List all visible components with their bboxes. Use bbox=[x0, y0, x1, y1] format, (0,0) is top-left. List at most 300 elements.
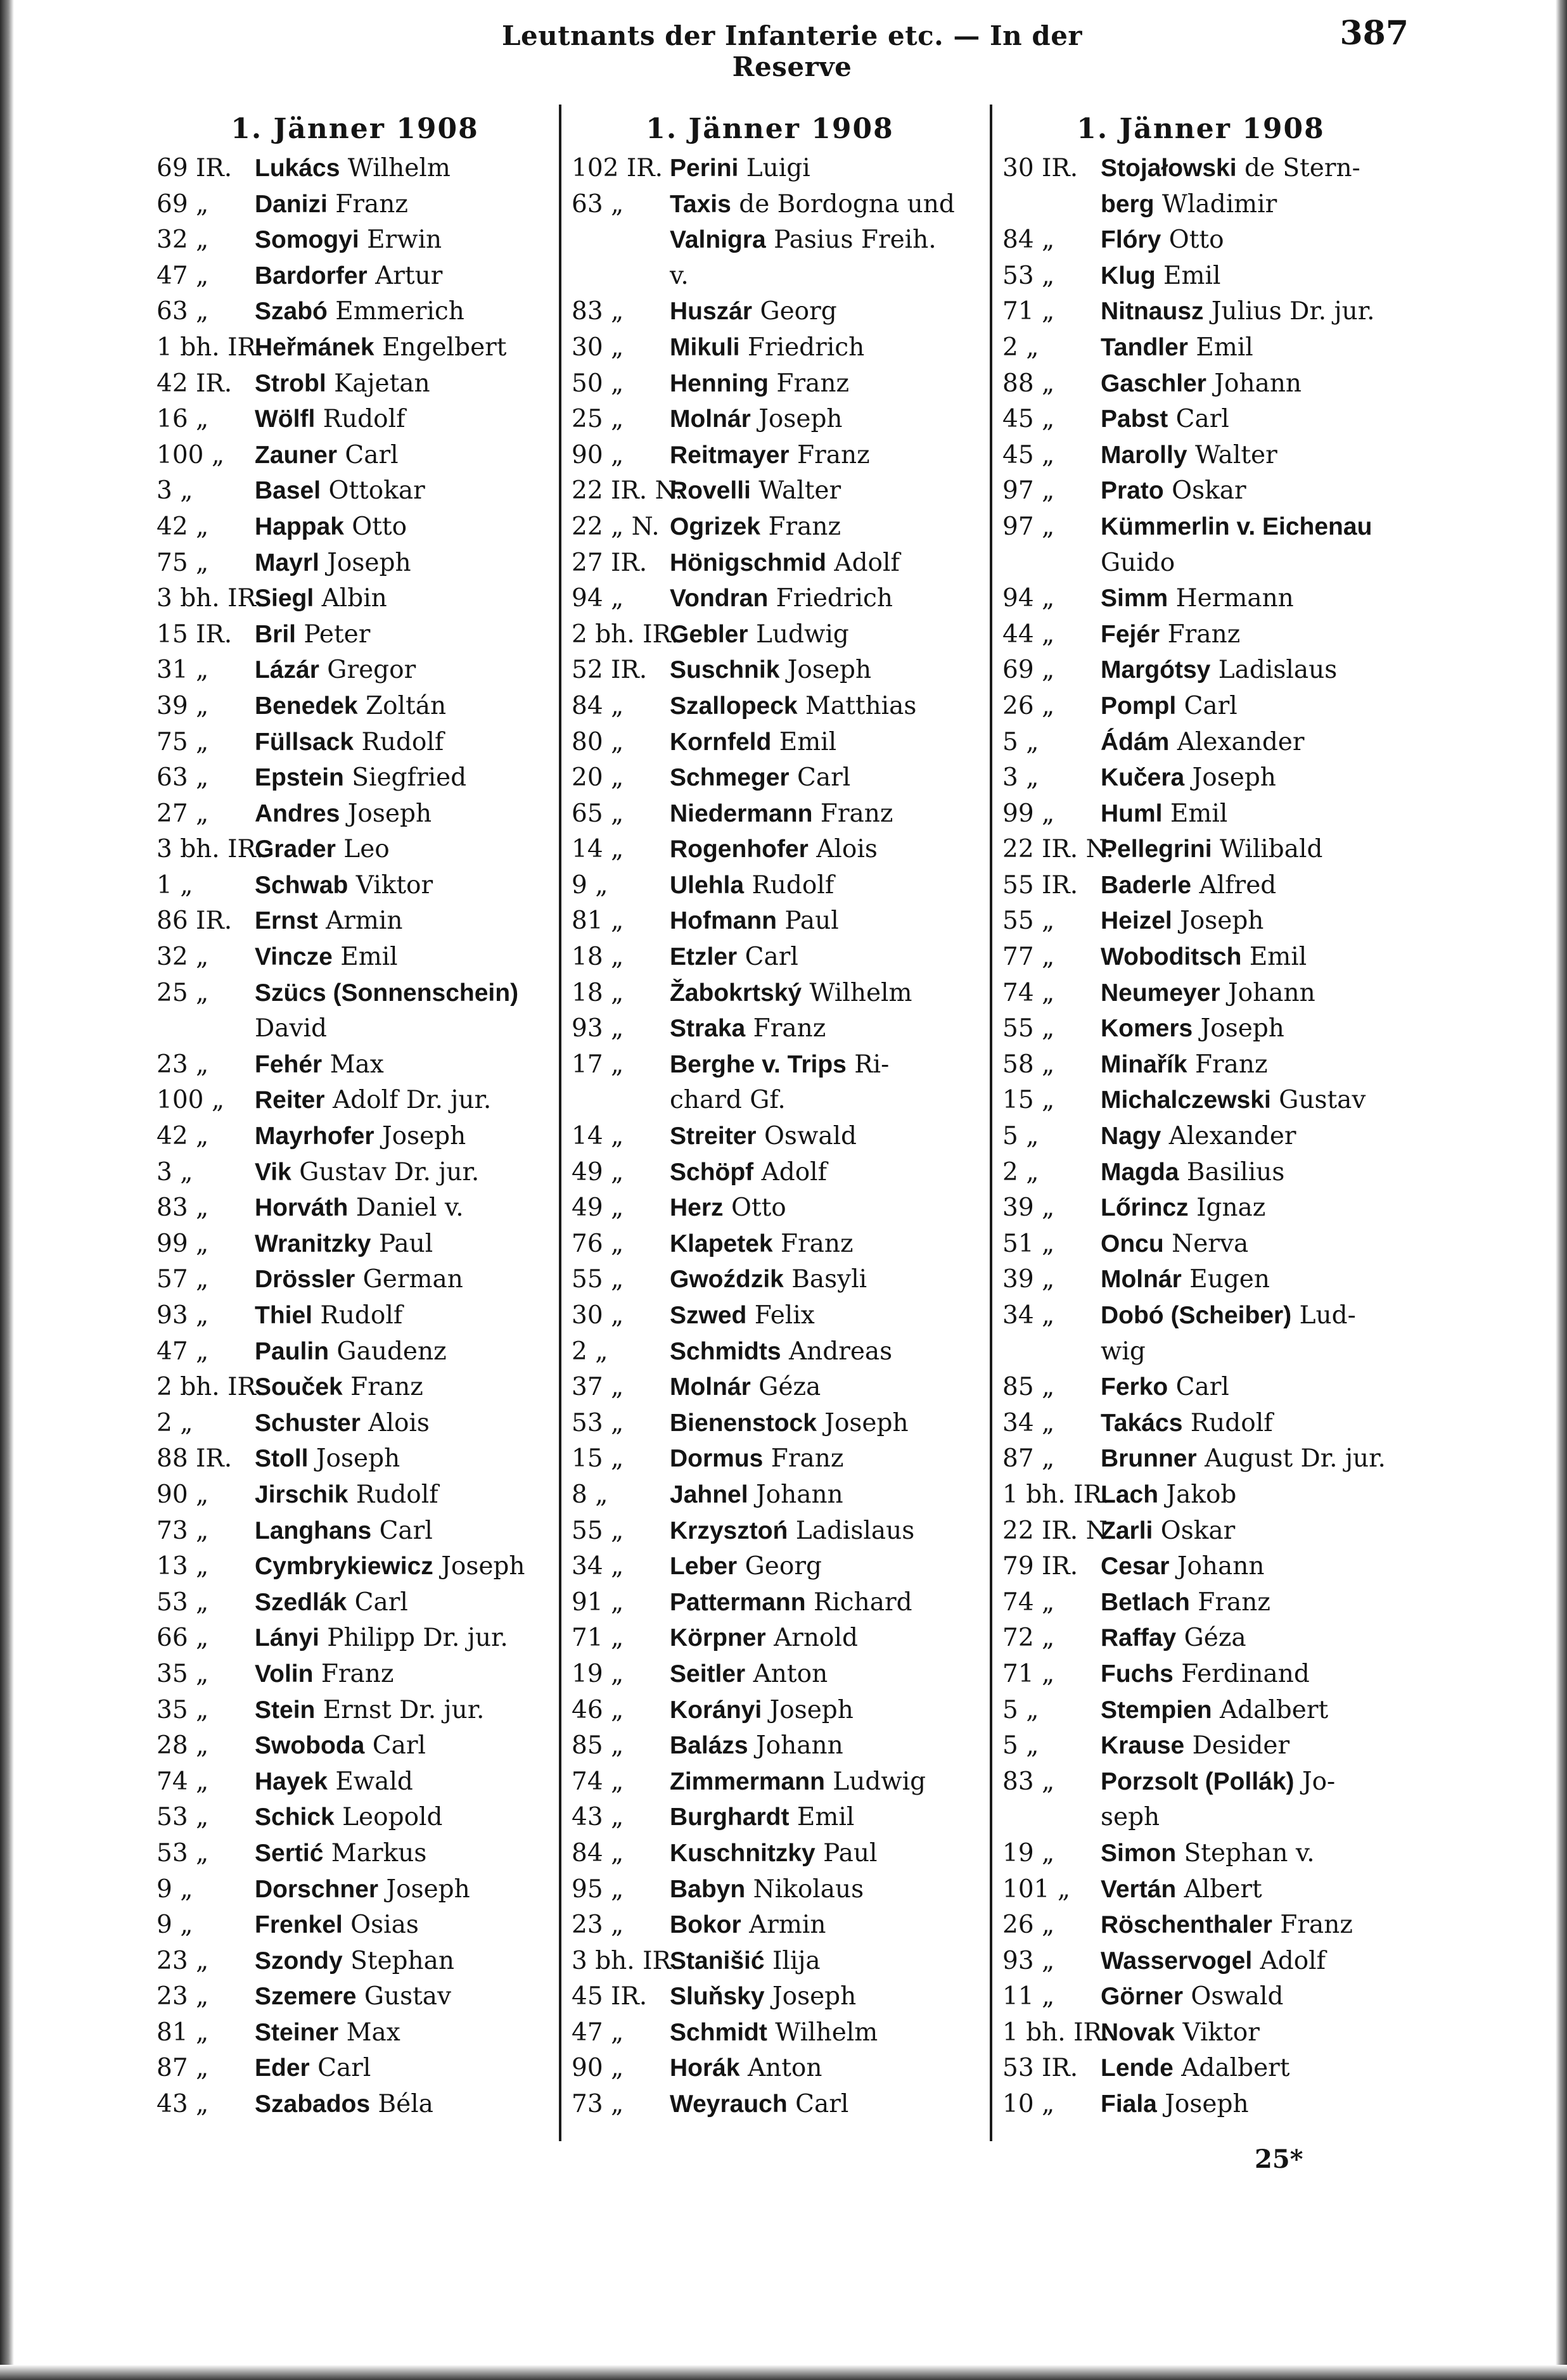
officer-name bbox=[248, 294, 554, 330]
list-item bbox=[155, 1620, 554, 1657]
regiment-label: 86 IR. bbox=[157, 907, 233, 936]
surname: Heřmánek bbox=[255, 333, 374, 361]
given-name: de Stern- bbox=[1236, 154, 1360, 182]
given-name: Basyli bbox=[783, 1265, 867, 1294]
regiment-label: 5 „ bbox=[1002, 1122, 1039, 1151]
given-name: Leo bbox=[335, 835, 390, 864]
list-item bbox=[1001, 1334, 1400, 1370]
list-item bbox=[155, 1155, 554, 1191]
given-name: Joseph bbox=[433, 1552, 525, 1581]
surname: Seitler bbox=[670, 1660, 746, 1688]
surname: Herz bbox=[670, 1194, 724, 1222]
officer-name bbox=[663, 151, 969, 187]
given-name: Friedrich bbox=[768, 584, 893, 613]
given-name: Wilibald bbox=[1212, 835, 1323, 864]
surname: Hönigschmid bbox=[670, 549, 827, 576]
surname: Szemere bbox=[255, 1983, 357, 2011]
regiment-label: 19 „ bbox=[572, 1659, 624, 1688]
regiment-label: 9 „ bbox=[572, 870, 608, 900]
regiment-label: 22 IR. N. bbox=[1002, 835, 1114, 864]
officer-name bbox=[248, 1549, 554, 1585]
regiment-label: 5 „ bbox=[1002, 727, 1039, 756]
regiment-label: 93 „ bbox=[157, 1301, 209, 1330]
officer-name bbox=[248, 1477, 554, 1513]
surname: Molnár bbox=[1101, 1266, 1182, 1294]
officer-name bbox=[1094, 1262, 1400, 1298]
list-item bbox=[570, 2015, 969, 2051]
list-item bbox=[155, 1298, 554, 1334]
list-item bbox=[570, 1047, 969, 1083]
given-name: Joseph bbox=[1184, 763, 1276, 792]
given-name: Joseph bbox=[1156, 2090, 1249, 2119]
list-item bbox=[1001, 832, 1400, 868]
officer-name bbox=[248, 1872, 554, 1908]
regiment-label: 99 „ bbox=[1002, 799, 1055, 828]
regiment-label: 23 „ bbox=[157, 1982, 209, 2011]
list-item bbox=[155, 1872, 554, 1908]
officer-name bbox=[1094, 1298, 1400, 1334]
given-name: Carl bbox=[309, 2054, 371, 2083]
surname: Krause bbox=[1101, 1732, 1185, 1760]
regiment-label bbox=[1001, 1800, 1094, 1836]
list-item bbox=[570, 1513, 969, 1550]
officer-name bbox=[663, 976, 969, 1012]
officer-name bbox=[1094, 1441, 1400, 1477]
surname: Danizi bbox=[255, 190, 328, 218]
list-item bbox=[1001, 1764, 1400, 1800]
regiment-label: 76 „ bbox=[572, 1229, 624, 1258]
column-1 bbox=[155, 108, 554, 2123]
surname: Ogrizek bbox=[670, 512, 761, 540]
regiment-label: 73 „ bbox=[157, 1516, 209, 1545]
regiment-label: 22 „ N. bbox=[572, 512, 660, 541]
officer-name bbox=[1094, 1047, 1400, 1083]
regiment-label: 50 „ bbox=[572, 369, 624, 398]
given-name: Joseph bbox=[750, 405, 843, 434]
surname: Epstein bbox=[255, 764, 344, 792]
officer-name bbox=[663, 258, 969, 295]
officer-name bbox=[1094, 1190, 1400, 1226]
officer-name bbox=[248, 832, 554, 868]
officer-name bbox=[663, 1047, 969, 1083]
list-item bbox=[570, 330, 969, 366]
given-name: Carl bbox=[1168, 405, 1229, 434]
surname: Rogenhofer bbox=[670, 836, 809, 863]
surname: Lőrincz bbox=[1101, 1194, 1189, 1222]
surname: Berghe v. Trips bbox=[670, 1050, 847, 1078]
regiment-label: 23 „ bbox=[157, 1050, 209, 1079]
list-item bbox=[570, 509, 969, 545]
list-item bbox=[155, 438, 554, 474]
officer-name bbox=[663, 1513, 969, 1550]
regiment-label: 74 „ bbox=[1002, 1588, 1055, 1617]
officer-name bbox=[248, 1979, 554, 2015]
given-name: Carl bbox=[1176, 691, 1238, 720]
regiment-label: 2 „ bbox=[1002, 333, 1039, 362]
list-item bbox=[155, 151, 554, 187]
list-item bbox=[570, 1262, 969, 1298]
officer-name bbox=[1094, 509, 1400, 545]
regiment-label: 79 IR. bbox=[1002, 1552, 1078, 1581]
surname: Szwed bbox=[670, 1302, 747, 1329]
surname: Žabokrtský bbox=[670, 979, 802, 1007]
list-item bbox=[570, 1011, 969, 1047]
surname: Korányi bbox=[670, 1696, 762, 1724]
list-item bbox=[1001, 509, 1400, 545]
list-item bbox=[570, 652, 969, 689]
list-item bbox=[570, 1728, 969, 1764]
regiment-label: 2 „ bbox=[1002, 1157, 1039, 1187]
given-name: Gustav Dr. jur. bbox=[291, 1157, 480, 1187]
given-name: de Bordogna und bbox=[731, 189, 955, 219]
regiment-label: 26 „ bbox=[1002, 1911, 1055, 1940]
list-item bbox=[570, 187, 969, 223]
surname: Pellegrini bbox=[1101, 836, 1212, 863]
surname: Takács bbox=[1101, 1409, 1183, 1437]
surname: Lende bbox=[1101, 2054, 1174, 2082]
officer-name bbox=[1094, 1155, 1400, 1191]
regiment-label: 53 „ bbox=[157, 1803, 209, 1832]
given-name: Otto bbox=[1161, 226, 1224, 255]
surname: Stein bbox=[255, 1696, 316, 1724]
column-heading: 1. Jänner 1908 bbox=[231, 113, 479, 145]
officer-name bbox=[1094, 1657, 1400, 1693]
given-name: Ignaz bbox=[1188, 1193, 1266, 1223]
regiment-label: 8 „ bbox=[572, 1480, 608, 1509]
list-item bbox=[570, 1620, 969, 1657]
list-item bbox=[570, 1872, 969, 1908]
regiment-label: 3 „ bbox=[157, 476, 193, 506]
surname: Reiter bbox=[255, 1086, 325, 1114]
list-item bbox=[155, 1728, 554, 1764]
given-name: Friedrich bbox=[739, 333, 865, 362]
regiment-label: 74 „ bbox=[572, 1767, 624, 1796]
regiment-label: 42 „ bbox=[157, 1122, 209, 1151]
regiment-label: 31 „ bbox=[157, 656, 209, 685]
surname: Souček bbox=[255, 1373, 343, 1401]
surname: Szabó bbox=[255, 298, 328, 326]
given-name: Emil bbox=[789, 1803, 855, 1832]
list-item bbox=[1001, 1872, 1400, 1908]
officer-name bbox=[248, 1119, 554, 1155]
regiment-label: 91 „ bbox=[572, 1588, 624, 1617]
surname: Gwoździk bbox=[670, 1266, 784, 1294]
given-name: Franz bbox=[1187, 1050, 1268, 1079]
officer-name bbox=[1094, 2051, 1400, 2087]
officer-name bbox=[248, 1944, 554, 1980]
surname: Margótsy bbox=[1101, 656, 1211, 684]
given-name: Ernst Dr. jur. bbox=[315, 1695, 485, 1724]
regiment-label: 1 bh. IR. bbox=[1002, 1480, 1110, 1509]
list-item bbox=[155, 1549, 554, 1585]
given-name: Johann bbox=[1220, 978, 1315, 1007]
list-item bbox=[155, 402, 554, 438]
list-item bbox=[570, 1083, 969, 1119]
list-item bbox=[155, 976, 554, 1012]
given-name: Max bbox=[338, 2018, 400, 2047]
list-item bbox=[1001, 1979, 1400, 2015]
surname: Zauner bbox=[255, 441, 338, 469]
officer-name bbox=[248, 581, 554, 617]
officer-name bbox=[663, 581, 969, 617]
surname: Molnár bbox=[670, 405, 751, 433]
officer-name bbox=[1094, 1119, 1400, 1155]
regiment-label: 90 „ bbox=[572, 2054, 624, 2083]
regiment-label: 77 „ bbox=[1002, 943, 1055, 972]
officer-name bbox=[248, 868, 554, 904]
surname: Huml bbox=[1101, 799, 1163, 827]
regiment-label: 5 „ bbox=[1002, 1695, 1039, 1724]
surname: Reitmayer bbox=[670, 441, 790, 469]
regiment-label: 15 IR. bbox=[157, 620, 233, 649]
officer-name bbox=[248, 1441, 554, 1477]
list-item bbox=[1001, 2015, 1400, 2051]
surname: Hayek bbox=[255, 1767, 328, 1795]
officer-name bbox=[1094, 1083, 1400, 1119]
given-name: Géza bbox=[750, 1373, 821, 1402]
list-item bbox=[1001, 976, 1400, 1012]
officer-name bbox=[248, 1513, 554, 1550]
given-name: Franz bbox=[812, 799, 893, 828]
surname: Wranitzky bbox=[255, 1230, 371, 1257]
surname: Minařík bbox=[1101, 1050, 1187, 1078]
given-name: Siegfried bbox=[343, 763, 467, 792]
list-item bbox=[570, 832, 969, 868]
officer-name bbox=[663, 2015, 969, 2051]
officer-name bbox=[248, 1585, 554, 1621]
given-name: Franz bbox=[1160, 620, 1241, 649]
surname: Ádám bbox=[1101, 728, 1170, 756]
surname: Drössler bbox=[255, 1266, 355, 1294]
officer-name bbox=[1094, 939, 1400, 976]
officer-name bbox=[663, 1907, 969, 1944]
list-item bbox=[155, 1657, 554, 1693]
officer-name bbox=[248, 1262, 554, 1298]
officer-name bbox=[1094, 903, 1400, 939]
regiment-label: 14 „ bbox=[572, 835, 624, 864]
given-name: Ferdinand bbox=[1173, 1659, 1310, 1688]
given-name: Carl bbox=[1168, 1373, 1229, 1402]
column-heading: 1. Jänner 1908 bbox=[646, 113, 894, 145]
regiment-label: 32 „ bbox=[157, 943, 209, 972]
given-name: Albin bbox=[314, 584, 387, 613]
surname: Nitnausz bbox=[1101, 298, 1204, 326]
regiment-label bbox=[1001, 1334, 1094, 1370]
regiment-label: 88 „ bbox=[1002, 369, 1055, 398]
surname: Sluňsky bbox=[670, 1983, 765, 2011]
list-item bbox=[570, 1764, 969, 1800]
surname: Jahnel bbox=[670, 1480, 748, 1508]
surname: Fejér bbox=[1101, 620, 1160, 648]
regiment-label: 87 „ bbox=[1002, 1444, 1055, 1473]
list-item bbox=[1001, 402, 1400, 438]
surname: Hofmann bbox=[670, 907, 777, 935]
given-name: Franz bbox=[327, 189, 408, 219]
scan-edge-left bbox=[0, 0, 14, 2380]
given-name: Joseph bbox=[378, 1874, 470, 1904]
given-name: Stephan bbox=[342, 1946, 454, 1975]
surname: Swoboda bbox=[255, 1732, 365, 1760]
officer-name bbox=[663, 796, 969, 832]
list-item bbox=[1001, 1620, 1400, 1657]
officer-name bbox=[1094, 725, 1400, 761]
regiment-label: 23 „ bbox=[572, 1911, 624, 1940]
regiment-label: 65 „ bbox=[572, 799, 624, 828]
given-name: Max bbox=[322, 1050, 384, 1079]
surname: Valnigra bbox=[670, 226, 766, 254]
running-head: Leutnants der Infanterie etc. — In der Reserve bbox=[501, 20, 1083, 82]
regiment-label: 83 „ bbox=[572, 297, 624, 326]
list-item bbox=[1001, 1907, 1400, 1944]
entry-list bbox=[155, 151, 554, 2123]
surname: Stoll bbox=[255, 1445, 309, 1473]
officer-name bbox=[248, 545, 554, 582]
given-name: Joseph bbox=[319, 548, 411, 577]
officer-name bbox=[248, 1083, 554, 1119]
surname: Burghardt bbox=[670, 1804, 790, 1831]
surname: Stempien bbox=[1101, 1696, 1212, 1724]
regiment-label: 14 „ bbox=[572, 1122, 624, 1151]
given-name: Oswald bbox=[1183, 1982, 1284, 2011]
given-name: Kajetan bbox=[326, 369, 430, 398]
surname: Brunner bbox=[1101, 1445, 1197, 1473]
officer-name bbox=[1094, 1836, 1400, 1872]
list-item bbox=[155, 1370, 554, 1406]
officer-name bbox=[248, 652, 554, 689]
list-item bbox=[155, 330, 554, 366]
regiment-label: 22 IR. N. bbox=[1002, 1516, 1114, 1545]
officer-name bbox=[1094, 1585, 1400, 1621]
signature-mark: 25* bbox=[1255, 2144, 1303, 2174]
surname: Bardorfer bbox=[255, 262, 368, 290]
officer-name bbox=[248, 725, 554, 761]
regiment-label: 26 „ bbox=[1002, 691, 1055, 720]
list-item bbox=[155, 868, 554, 904]
regiment-label: 47 „ bbox=[157, 261, 209, 290]
officer-name bbox=[663, 222, 969, 258]
list-item bbox=[1001, 187, 1400, 223]
regiment-label: 85 „ bbox=[572, 1731, 624, 1760]
regiment-label: 39 „ bbox=[1002, 1193, 1055, 1223]
officer-name bbox=[248, 1011, 554, 1047]
regiment-label bbox=[1001, 187, 1094, 223]
officer-name bbox=[663, 366, 969, 402]
list-item bbox=[155, 1836, 554, 1872]
given-name: Gregor bbox=[319, 656, 416, 685]
surname: Volin bbox=[255, 1660, 314, 1688]
surname: Gaschler bbox=[1101, 369, 1206, 397]
officer-name bbox=[663, 330, 969, 366]
scan-edge-bottom bbox=[0, 2365, 1567, 2380]
given-name: Paul bbox=[777, 907, 839, 936]
given-name: Eugen bbox=[1181, 1265, 1270, 1294]
given-name: Wilhelm bbox=[802, 978, 912, 1007]
regiment-label: 45 „ bbox=[1002, 405, 1055, 434]
given-name: Artur bbox=[367, 261, 443, 290]
officer-name bbox=[663, 903, 969, 939]
officer-name bbox=[663, 1872, 969, 1908]
surname: Flóry bbox=[1101, 226, 1161, 254]
officer-name bbox=[248, 187, 554, 223]
regiment-label: 83 „ bbox=[157, 1193, 209, 1223]
surname: Heizel bbox=[1101, 907, 1172, 935]
surname: Happak bbox=[255, 512, 344, 540]
officer-name bbox=[248, 222, 554, 258]
entry-list bbox=[570, 151, 969, 2123]
surname: Bienenstock bbox=[670, 1409, 817, 1437]
regiment-label: 74 „ bbox=[1002, 978, 1055, 1007]
officer-name bbox=[663, 402, 969, 438]
surname: Raffay bbox=[1101, 1624, 1177, 1652]
regiment-label: 39 „ bbox=[1002, 1265, 1055, 1294]
officer-name bbox=[248, 1657, 554, 1693]
list-item bbox=[155, 1513, 554, 1550]
officer-name bbox=[248, 1693, 554, 1729]
regiment-label: 45 „ bbox=[1002, 440, 1055, 469]
list-item bbox=[570, 617, 969, 653]
officer-name bbox=[248, 509, 554, 545]
surname: Kučera bbox=[1101, 764, 1185, 792]
given-name: Julius Dr. jur. bbox=[1203, 297, 1375, 326]
given-name: Franz bbox=[1189, 1588, 1270, 1617]
list-item bbox=[1001, 1155, 1400, 1191]
surname: Frenkel bbox=[255, 1911, 343, 1939]
list-item bbox=[570, 402, 969, 438]
officer-name bbox=[1094, 294, 1400, 330]
given-name: Pasius Freih. bbox=[765, 226, 937, 255]
given-name: Emil bbox=[1155, 261, 1221, 290]
surname: Molnár bbox=[670, 1373, 751, 1401]
given-name: Carl bbox=[364, 1731, 426, 1760]
given-name: Franz bbox=[763, 1444, 844, 1473]
given-name: Alexander bbox=[1169, 727, 1305, 756]
regiment-label: 2 bh. IR. bbox=[157, 1373, 264, 1402]
given-name: Rudolf bbox=[1182, 1408, 1273, 1437]
surname: Porzsolt (Pollák) bbox=[1101, 1767, 1295, 1795]
list-item bbox=[155, 366, 554, 402]
given-name: Ludwig bbox=[824, 1767, 926, 1796]
regiment-label: 5 „ bbox=[1002, 1731, 1039, 1760]
list-item bbox=[570, 1370, 969, 1406]
officer-name bbox=[1094, 402, 1400, 438]
regiment-label: 23 „ bbox=[157, 1946, 209, 1975]
list-item bbox=[1001, 1011, 1400, 1047]
list-item bbox=[1001, 868, 1400, 904]
list-item bbox=[1001, 1800, 1400, 1836]
regiment-label: 9 „ bbox=[157, 1874, 193, 1904]
list-item bbox=[155, 1944, 554, 1980]
officer-name bbox=[1094, 1620, 1400, 1657]
column-2 bbox=[570, 108, 969, 2123]
given-name: Carl bbox=[737, 943, 798, 972]
surname: Stanišić bbox=[670, 1947, 765, 1975]
list-item bbox=[1001, 258, 1400, 295]
regiment-label: 2 bh. IR. bbox=[572, 620, 679, 649]
surname: Vincze bbox=[255, 943, 333, 971]
given-name: Joseph bbox=[762, 1695, 854, 1724]
surname: Kornfeld bbox=[670, 728, 772, 756]
list-item bbox=[155, 760, 554, 796]
list-item bbox=[155, 473, 554, 509]
regiment-label: 53 „ bbox=[1002, 261, 1055, 290]
surname: Klug bbox=[1101, 262, 1156, 290]
surname: Vertán bbox=[1101, 1875, 1177, 1903]
surname: Vik bbox=[255, 1158, 291, 1186]
given-name: Paul bbox=[371, 1229, 433, 1258]
officer-name bbox=[1094, 1334, 1400, 1370]
surname: berg bbox=[1101, 190, 1154, 218]
officer-name bbox=[663, 2087, 969, 2123]
